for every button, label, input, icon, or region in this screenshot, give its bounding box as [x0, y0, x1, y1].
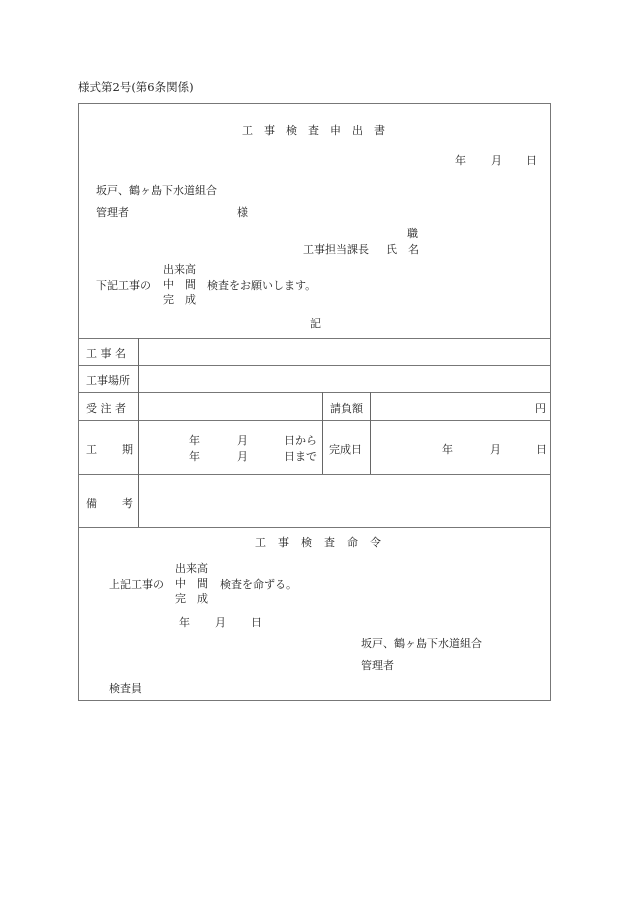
completion-date-month[interactable]: 月 — [490, 443, 501, 456]
application-date-month: 月 — [491, 154, 502, 167]
period-from-month[interactable]: 月 — [237, 434, 248, 447]
divider — [138, 338, 139, 527]
divider — [322, 392, 323, 474]
applicant-name-label: 氏 名 — [386, 243, 419, 256]
period-to-year[interactable]: 年 — [189, 450, 200, 463]
yen-unit: 円 — [535, 402, 546, 415]
remarks-field[interactable] — [141, 476, 549, 525]
divider — [79, 365, 550, 366]
request-suffix: 検査をお願いします。 — [207, 279, 317, 292]
contractor-label: 受 注 者 — [86, 402, 126, 415]
period-from-year[interactable]: 年 — [189, 434, 200, 447]
period-label-left: 工 — [86, 443, 97, 456]
project-location-label: 工事場所 — [86, 374, 130, 387]
inspection-type-chukan: 中 間 — [163, 278, 196, 291]
order-inspection-type-options — [175, 561, 208, 606]
period-to-month[interactable]: 月 — [237, 450, 248, 463]
remarks-label-left: 備 — [86, 497, 97, 510]
applicant-position-label: 職 — [407, 227, 418, 240]
order-inspection-type-kansei: 完 成 — [175, 592, 208, 605]
order-inspection-type-chukan: 中 間 — [175, 577, 208, 590]
applicant-role: 工事担当課長 — [303, 243, 369, 256]
application-title: 工事検査申出書 — [242, 124, 396, 137]
period-from-day[interactable]: 日から — [284, 434, 317, 447]
project-name-label: 工 事 名 — [86, 347, 126, 360]
order-date-day: 日 — [251, 616, 262, 629]
completion-date-year[interactable]: 年 — [442, 443, 453, 456]
project-location-field[interactable] — [141, 367, 549, 390]
inspection-type-kansei: 完 成 — [163, 293, 196, 306]
inspector-label: 検査員 — [109, 682, 142, 695]
period-to-day[interactable]: 日まで — [284, 450, 317, 463]
inspection-type-dekidaka: 出来高 — [163, 263, 196, 276]
ki-label: 記 — [310, 317, 321, 330]
order-title: 工事検査命令 — [255, 536, 393, 549]
divider — [79, 420, 550, 421]
divider — [79, 474, 550, 475]
application-date-day: 日 — [526, 154, 537, 167]
order-date-month: 月 — [215, 616, 226, 629]
contract-amount-field[interactable] — [373, 394, 533, 418]
issuer-title: 管理者 — [361, 659, 394, 672]
order-prefix: 上記工事の — [109, 578, 164, 591]
order-suffix: 検査を命ずる。 — [220, 578, 297, 591]
period-label-right: 期 — [122, 443, 133, 456]
completion-date-day[interactable]: 日 — [536, 443, 547, 456]
inspection-form-box — [78, 103, 551, 701]
addressee-honorific: 様 — [237, 206, 248, 219]
contract-amount-label: 請負額 — [330, 402, 363, 415]
form-number-label: 様式第2号(第6条関係) — [78, 80, 194, 94]
order-inspection-type-dekidaka: 出来高 — [175, 562, 208, 575]
contractor-field[interactable] — [141, 394, 319, 418]
divider — [79, 392, 550, 393]
project-name-field[interactable] — [141, 340, 549, 363]
inspection-type-options — [163, 262, 196, 307]
addressee-organization: 坂戸、鶴ヶ島下水道組合 — [96, 184, 217, 197]
application-date-year: 年 — [455, 154, 466, 167]
request-prefix: 下記工事の — [96, 279, 151, 292]
issuer-organization: 坂戸、鶴ヶ島下水道組合 — [361, 637, 482, 650]
order-date-year: 年 — [179, 616, 190, 629]
divider — [79, 527, 550, 528]
remarks-label-right: 考 — [122, 497, 133, 510]
divider — [79, 338, 550, 339]
completion-date-label: 完成日 — [329, 443, 362, 456]
divider — [370, 392, 371, 474]
addressee-title: 管理者 — [96, 206, 129, 219]
